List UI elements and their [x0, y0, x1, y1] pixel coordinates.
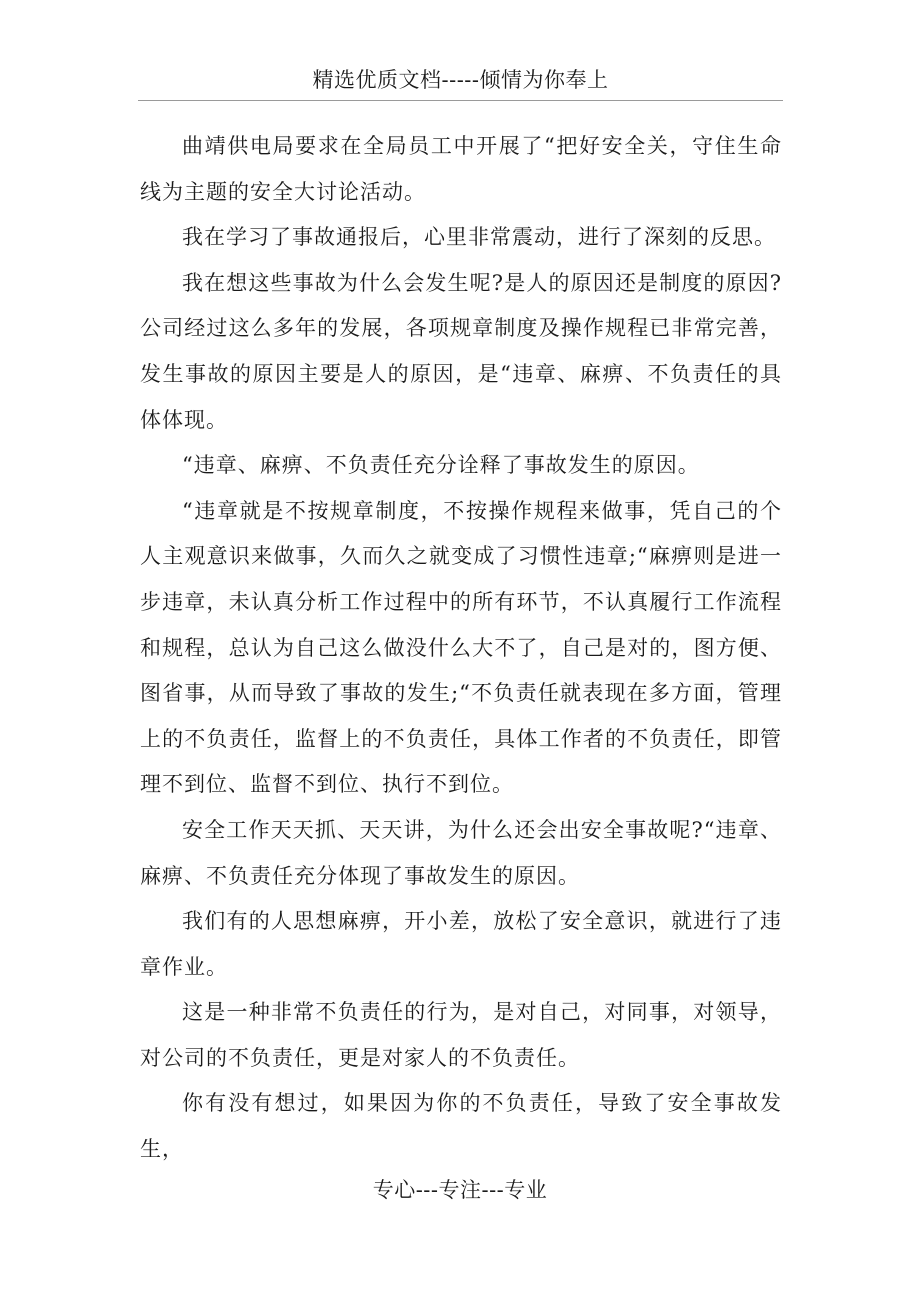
paragraph-4: “违章、麻痹、不负责任充分诠释了事故发生的原因。 [182, 453, 700, 478]
document-body [140, 124, 782, 1173]
paragraph-9: 你有没有想过，如果因为你的不负责任，导致了安全事故发生， [140, 1091, 782, 1162]
paragraph-2: 我在学习了事故通报后，心里非常震动，进行了深刻的反思。 [182, 225, 776, 250]
paragraph-6: 安全工作天天抓、天天讲，为什么还会出安全事故呢?“违章、麻痹、不负责任充分体现了事故发生的原因。 [140, 817, 782, 888]
paragraph-1: 曲靖供电局要求在全局员工中开展了“把好安全关，守住生命线为主题的安全大讨论活动。 [140, 134, 782, 204]
header-divider [138, 100, 783, 101]
paragraph-3: 我在想这些事故为什么会发生呢?是人的原因还是制度的原因?公司经过这么多年的发展，各项规章制度及操作规程已非常完善，发生事故的原因主要是人的原因，是“违章、麻痹、不负责任的具体体现。 [140, 270, 782, 432]
paragraph-8: 这是一种非常不负责任的行为，是对自己，对同事，对领导，对公司的不负责任，更是对家人的不负责任。 [140, 1000, 782, 1070]
paragraph-7: 我们有的人思想麻痹，开小差，放松了安全意识，就进行了违章作业。 [140, 909, 782, 979]
paragraph-5: “违章就是不按规章制度，不按操作规程来做事，凭自己的个人主观意识来做事，久而久之就变成了习惯性违章;“麻痹则是进一步违章，未认真分析工作过程中的所有环节，不认真履行工作流程和规程，总认为自己这么做没什么大不了，自己是对的，图方便、图省事，从而导致了事故的发生;“不负责任就表现在多方面，管理上的不负责任，监督上的不负责任，具体工作者的不负责任，即管理不到位、监督不到位、执行不到位。 [140, 498, 782, 797]
page-header: 精选优质文档-----倾情为你奉上 [312, 68, 609, 92]
page-footer: 专心---专注---专业 [372, 1178, 548, 1202]
